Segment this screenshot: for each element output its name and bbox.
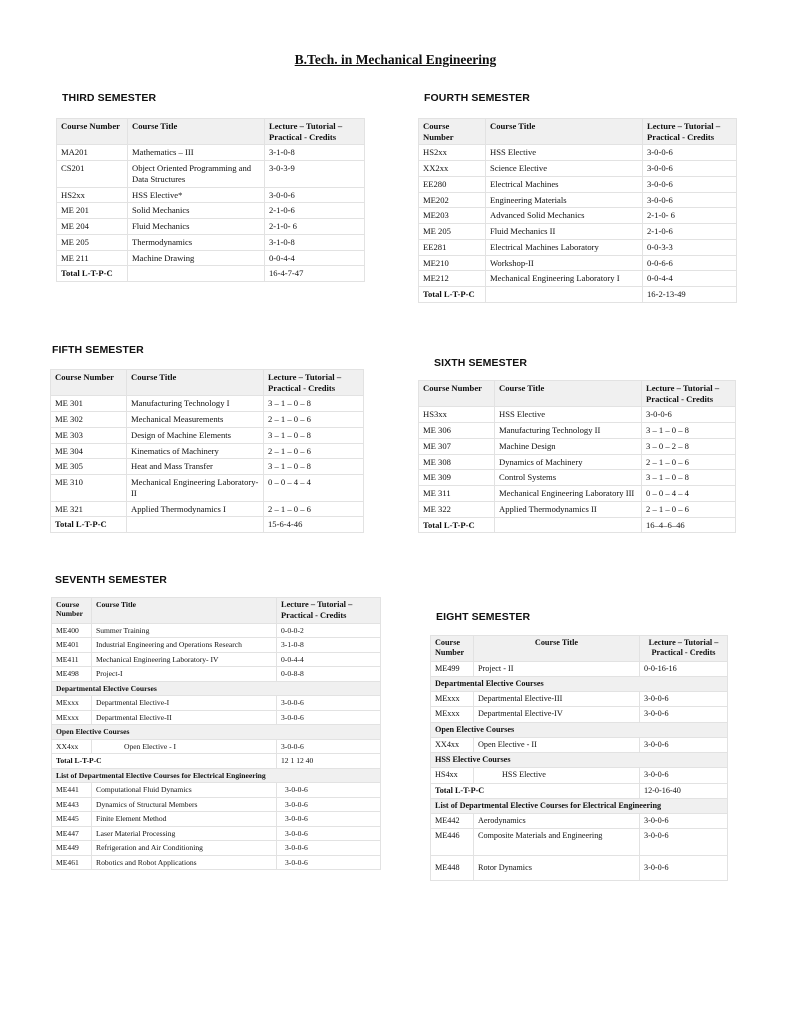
table-row <box>57 145 365 161</box>
fifth-semester-heading: FIFTH SEMESTER <box>52 344 144 356</box>
total-label: Total L-T-P-C <box>52 754 277 768</box>
course-ltpc: 3-0-0-6 <box>277 797 381 811</box>
sixth-semester-heading: SIXTH SEMESTER <box>434 357 527 369</box>
course-title: Laser Material Processing <box>92 826 277 840</box>
course-title: Science Elective <box>486 161 643 177</box>
header-course-number: Course Number <box>57 119 128 145</box>
course-title: Kinematics of Machinery <box>127 443 264 459</box>
section-label: Open Elective Courses <box>52 725 381 739</box>
course-title: Computational Fluid Dynamics <box>92 783 277 797</box>
course-title: Manufacturing Technology I <box>127 396 264 412</box>
table-row <box>51 501 364 517</box>
course-title: Composite Materials and Engineering <box>474 829 640 856</box>
course-code: ME 302 <box>51 412 127 428</box>
course-code: HS4xx <box>431 768 474 783</box>
header-course-number: Course Number <box>419 119 486 145</box>
table-row <box>419 239 737 255</box>
course-title: Mechanical Engineering Laboratory I <box>486 271 643 287</box>
third-semester-heading: THIRD SEMESTER <box>62 92 157 104</box>
course-ltpc: 3-0-0-6 <box>277 739 381 753</box>
table-row <box>419 470 736 486</box>
course-ltpc: 3-0-3-9 <box>265 161 365 187</box>
course-ltpc: 2 – 1 – 0 – 6 <box>264 412 364 428</box>
table-row <box>431 661 728 676</box>
table-row <box>57 161 365 187</box>
header-course-title: Course Title <box>127 370 264 396</box>
section-label: Open Elective Courses <box>431 722 728 737</box>
header-course-title: Course Title <box>128 119 265 145</box>
header-course-number: Course Number <box>419 381 495 407</box>
course-title: Summer Training <box>92 624 277 638</box>
course-title: Project - II <box>474 661 640 676</box>
course-title: Machine Drawing <box>128 250 265 266</box>
section-row <box>431 722 728 737</box>
table-header-row <box>51 370 364 396</box>
course-title: Dynamics of Structural Members <box>92 797 277 811</box>
course-title: Applied Thermodynamics I <box>127 501 264 517</box>
table-row <box>419 486 736 502</box>
table-row <box>57 219 365 235</box>
seventh-semester-table <box>51 597 381 870</box>
header-course-title: Course Title <box>474 636 640 662</box>
course-code: ME 308 <box>419 454 495 470</box>
total-value: 16–4–6–46 <box>642 517 736 533</box>
course-ltpc: 0-0-4-4 <box>265 250 365 266</box>
course-ltpc: 3-0-0-6 <box>277 855 381 869</box>
table-row <box>419 224 737 240</box>
course-title: Rotor Dynamics <box>474 856 640 881</box>
course-title: Mechanical Measurements <box>127 412 264 428</box>
table-row <box>51 475 364 501</box>
section-label: Departmental Elective Courses <box>52 681 381 695</box>
section-row <box>431 798 728 813</box>
course-title: Open Elective - I <box>92 739 277 753</box>
total-label: Total L-T-P-C <box>419 517 495 533</box>
course-code: ME 307 <box>419 438 495 454</box>
table-row <box>52 841 381 855</box>
course-code: ME400 <box>52 624 92 638</box>
section-row <box>52 768 381 782</box>
course-title: Departmental Elective-IV <box>474 707 640 722</box>
course-title: Engineering Materials <box>486 192 643 208</box>
course-title: HSS Elective* <box>128 187 265 203</box>
course-ltpc: 3-1-0-8 <box>265 234 365 250</box>
eighth-semester-heading: EIGHT SEMESTER <box>436 611 531 623</box>
section-row <box>52 725 381 739</box>
course-ltpc: 3-0-0-6 <box>277 696 381 710</box>
table-header-row <box>57 119 365 145</box>
course-ltpc: 0-0-4-4 <box>643 271 737 287</box>
course-ltpc: 3-0-0-6 <box>277 812 381 826</box>
course-title: Design of Machine Elements <box>127 427 264 443</box>
course-title: Mathematics – III <box>128 145 265 161</box>
total-label: Total L-T-P-C <box>51 517 127 533</box>
table-row <box>419 501 736 517</box>
course-title: Departmental Elective-II <box>92 710 277 724</box>
course-code: ME447 <box>52 826 92 840</box>
course-code: ME 205 <box>57 234 128 250</box>
course-title: Dynamics of Machinery <box>495 454 642 470</box>
table-row <box>419 161 737 177</box>
header-ltpc: Lecture – Tutorial – Practical - Credits <box>265 119 365 145</box>
course-title: Departmental Elective-III <box>474 692 640 707</box>
course-code: ME 201 <box>57 203 128 219</box>
course-code: ME401 <box>52 638 92 652</box>
course-title: Workshop-II <box>486 255 643 271</box>
course-code: ME 321 <box>51 501 127 517</box>
course-code: ME442 <box>431 814 474 829</box>
course-code: ME498 <box>52 667 92 681</box>
third-semester-table <box>56 118 365 282</box>
sixth-semester-table <box>418 380 736 533</box>
course-title: Finite Element Method <box>92 812 277 826</box>
course-ltpc: 3 – 1 – 0 – 8 <box>264 396 364 412</box>
course-code: XX2xx <box>419 161 486 177</box>
header-course-title: Course Title <box>495 381 642 407</box>
table-row <box>57 203 365 219</box>
fourth-semester-table <box>418 118 737 303</box>
course-ltpc: 2 – 1 – 0 – 6 <box>264 501 364 517</box>
header-course-title: Course Title <box>92 598 277 624</box>
header-ltpc: Lecture – Tutorial – Practical - Credits <box>640 636 728 662</box>
course-title: Control Systems <box>495 470 642 486</box>
total-row <box>419 287 737 303</box>
course-code: ME 309 <box>419 470 495 486</box>
course-title: Mechanical Engineering Laboratory III <box>495 486 642 502</box>
course-code: HS2xx <box>419 145 486 161</box>
course-title: Aerodynamics <box>474 814 640 829</box>
header-ltpc: Lecture – Tutorial – Practical - Credits <box>264 370 364 396</box>
course-code: ME212 <box>419 271 486 287</box>
table-header-row <box>52 598 381 624</box>
course-code: MA201 <box>57 145 128 161</box>
course-code: HS3xx <box>419 407 495 423</box>
table-row <box>431 814 728 829</box>
table-row <box>431 768 728 783</box>
course-code: ME441 <box>52 783 92 797</box>
course-ltpc: 3 – 1 – 0 – 8 <box>642 470 736 486</box>
course-ltpc: 3-0-0-6 <box>640 856 728 881</box>
course-ltpc: 2-1-0-6 <box>265 203 365 219</box>
table-row <box>431 707 728 722</box>
course-code: ME 205 <box>419 224 486 240</box>
table-row <box>52 812 381 826</box>
course-code: ME203 <box>419 208 486 224</box>
header-ltpc: Lecture – Tutorial – Practical - Credits <box>277 598 381 624</box>
course-ltpc: 3-0-0-6 <box>640 692 728 707</box>
course-ltpc: 3 – 1 – 0 – 8 <box>264 459 364 475</box>
table-row <box>419 208 737 224</box>
total-row <box>431 783 728 798</box>
table-row <box>419 176 737 192</box>
total-value: 16-2-13-49 <box>643 287 737 303</box>
course-title: Industrial Engineering and Operations Research <box>92 638 277 652</box>
table-row <box>52 855 381 869</box>
course-code: ME 303 <box>51 427 127 443</box>
course-ltpc: 2 – 1 – 0 – 6 <box>264 443 364 459</box>
total-value: 12 1 12 40 <box>277 754 381 768</box>
course-ltpc: 3-0-0-6 <box>643 192 737 208</box>
course-ltpc: 3 – 0 – 2 – 8 <box>642 438 736 454</box>
table-row <box>52 638 381 652</box>
table-row <box>419 454 736 470</box>
course-title: HSS Elective <box>495 407 642 423</box>
course-ltpc: 3-0-0-6 <box>640 707 728 722</box>
course-title: Thermodynamics <box>128 234 265 250</box>
course-title: Fluid Mechanics <box>128 219 265 235</box>
course-code: ME 322 <box>419 501 495 517</box>
table-row <box>52 783 381 797</box>
table-row <box>52 826 381 840</box>
total-row <box>52 754 381 768</box>
course-title: Electrical Machines <box>486 176 643 192</box>
section-row <box>431 676 728 691</box>
total-value: 16-4-7-47 <box>265 266 365 282</box>
course-title: Electrical Machines Laboratory <box>486 239 643 255</box>
table-row <box>51 459 364 475</box>
course-title: Manufacturing Technology II <box>495 423 642 439</box>
table-header-row <box>419 381 736 407</box>
course-code: ME 301 <box>51 396 127 412</box>
table-row <box>51 427 364 443</box>
section-label: List of Departmental Elective Courses for Electrical Engineering <box>52 768 381 782</box>
course-title: Refrigeration and Air Conditioning <box>92 841 277 855</box>
course-code: ME 311 <box>419 486 495 502</box>
course-code: MExxx <box>52 696 92 710</box>
total-label: Total L-T-P-C <box>419 287 486 303</box>
course-ltpc: 2-1-0- 6 <box>643 208 737 224</box>
course-ltpc: 0-0-16-16 <box>640 661 728 676</box>
course-title: Departmental Elective-I <box>92 696 277 710</box>
course-code: ME445 <box>52 812 92 826</box>
section-label: Departmental Elective Courses <box>431 676 728 691</box>
course-code: MExxx <box>431 707 474 722</box>
course-code: EE280 <box>419 176 486 192</box>
course-code: ME 304 <box>51 443 127 459</box>
course-ltpc: 0-0-3-3 <box>643 239 737 255</box>
course-ltpc: 2-1-0-6 <box>643 224 737 240</box>
table-header-row <box>419 119 737 145</box>
total-label: Total L-T-P-C <box>431 783 640 798</box>
seventh-semester-heading: SEVENTH SEMESTER <box>55 574 167 586</box>
section-row <box>52 681 381 695</box>
course-ltpc: 3-0-0-6 <box>640 768 728 783</box>
course-ltpc: 3-0-0-6 <box>640 814 728 829</box>
course-title: Solid Mechanics <box>128 203 265 219</box>
course-code: ME 305 <box>51 459 127 475</box>
course-code: HS2xx <box>57 187 128 203</box>
course-title: Robotics and Robot Applications <box>92 855 277 869</box>
header-course-number: Course Number <box>51 370 127 396</box>
table-row <box>419 407 736 423</box>
course-title: Advanced Solid Mechanics <box>486 208 643 224</box>
course-title: Open Elective - II <box>474 737 640 752</box>
course-ltpc: 3-0-0-6 <box>643 161 737 177</box>
course-ltpc: 0 – 0 – 4 – 4 <box>642 486 736 502</box>
course-title: Object Oriented Programming and Data Structures <box>128 161 265 187</box>
course-code: XX4xx <box>52 739 92 753</box>
course-code: ME449 <box>52 841 92 855</box>
course-code: ME 306 <box>419 423 495 439</box>
course-code: EE281 <box>419 239 486 255</box>
course-code: ME448 <box>431 856 474 881</box>
course-code: ME411 <box>52 652 92 666</box>
course-code: ME202 <box>419 192 486 208</box>
section-label: HSS Elective Courses <box>431 753 728 768</box>
course-ltpc: 2-1-0- 6 <box>265 219 365 235</box>
course-ltpc: 3-0-0-6 <box>640 829 728 856</box>
course-title: Mechanical Engineering Laboratory- II <box>127 475 264 501</box>
course-ltpc: 3 – 1 – 0 – 8 <box>264 427 364 443</box>
total-value: 12-0-16-40 <box>640 783 728 798</box>
table-row <box>431 692 728 707</box>
course-ltpc: 0-0-4-4 <box>277 652 381 666</box>
table-row <box>419 145 737 161</box>
table-row <box>419 255 737 271</box>
course-title: Mechanical Engineering Laboratory- IV <box>92 652 277 666</box>
course-code: ME446 <box>431 829 474 856</box>
total-row <box>57 266 365 282</box>
course-ltpc: 0-0-0-2 <box>277 624 381 638</box>
course-ltpc: 3-0-0-6 <box>265 187 365 203</box>
fifth-semester-table <box>50 369 364 533</box>
course-ltpc: 0 – 0 – 4 – 4 <box>264 475 364 501</box>
table-row <box>52 710 381 724</box>
course-ltpc: 0-0-6-6 <box>643 255 737 271</box>
course-ltpc: 3-0-0-6 <box>643 145 737 161</box>
table-row <box>419 192 737 208</box>
table-row <box>431 856 728 881</box>
course-code: CS201 <box>57 161 128 187</box>
eighth-semester-table <box>430 635 728 881</box>
course-ltpc: 3-0-0-6 <box>277 710 381 724</box>
course-title: Applied Thermodynamics II <box>495 501 642 517</box>
table-row <box>57 234 365 250</box>
table-row <box>51 396 364 412</box>
course-code: ME 204 <box>57 219 128 235</box>
course-code: ME 310 <box>51 475 127 501</box>
table-row <box>51 412 364 428</box>
header-course-title: Course Title <box>486 119 643 145</box>
course-ltpc: 3-0-0-6 <box>277 841 381 855</box>
header-course-number: Course Number <box>431 636 474 662</box>
table-row <box>52 797 381 811</box>
table-row <box>431 829 728 856</box>
course-code: ME461 <box>52 855 92 869</box>
course-ltpc: 2 – 1 – 0 – 6 <box>642 501 736 517</box>
fourth-semester-heading: FOURTH SEMESTER <box>424 92 530 104</box>
course-title: Heat and Mass Transfer <box>127 459 264 475</box>
table-row <box>51 443 364 459</box>
course-title: Machine Design <box>495 438 642 454</box>
course-title: HSS Elective <box>474 768 640 783</box>
course-ltpc: 3-1-0-8 <box>277 638 381 652</box>
course-code: MExxx <box>431 692 474 707</box>
table-row <box>419 423 736 439</box>
course-ltpc: 3-0-0-6 <box>277 783 381 797</box>
section-row <box>431 753 728 768</box>
table-row <box>52 696 381 710</box>
table-row <box>52 652 381 666</box>
total-row <box>51 517 364 533</box>
course-title: Fluid Mechanics II <box>486 224 643 240</box>
course-title: Project-I <box>92 667 277 681</box>
course-ltpc: 3 – 1 – 0 – 8 <box>642 423 736 439</box>
course-ltpc: 3-0-0-6 <box>277 826 381 840</box>
table-row <box>57 250 365 266</box>
header-ltpc: Lecture – Tutorial – Practical - Credits <box>643 119 737 145</box>
course-title: HSS Elective <box>486 145 643 161</box>
course-code: MExxx <box>52 710 92 724</box>
table-row <box>52 624 381 638</box>
course-ltpc: 3-0-0-6 <box>643 176 737 192</box>
table-row <box>431 737 728 752</box>
course-code: XX4xx <box>431 737 474 752</box>
course-code: ME499 <box>431 661 474 676</box>
table-row <box>57 187 365 203</box>
page-title: B.Tech. in Mechanical Engineering <box>294 52 497 67</box>
table-row <box>52 667 381 681</box>
course-code: ME443 <box>52 797 92 811</box>
header-course-number: Course Number <box>52 598 92 624</box>
course-ltpc: 2 – 1 – 0 – 6 <box>642 454 736 470</box>
total-row <box>419 517 736 533</box>
course-ltpc: 3-0-0-6 <box>640 737 728 752</box>
course-ltpc: 3-0-0-6 <box>642 407 736 423</box>
course-code: ME 211 <box>57 250 128 266</box>
total-label: Total L-T-P-C <box>57 266 128 282</box>
course-ltpc: 0-0-8-8 <box>277 667 381 681</box>
table-row <box>52 739 381 753</box>
table-row <box>419 438 736 454</box>
table-row <box>419 271 737 287</box>
total-value: 15-6-4-46 <box>264 517 364 533</box>
header-ltpc: Lecture – Tutorial – Practical - Credits <box>642 381 736 407</box>
course-code: ME210 <box>419 255 486 271</box>
table-header-row <box>431 636 728 662</box>
course-ltpc: 3-1-0-8 <box>265 145 365 161</box>
section-label: List of Departmental Elective Courses for Electrical Engineering <box>431 798 728 813</box>
